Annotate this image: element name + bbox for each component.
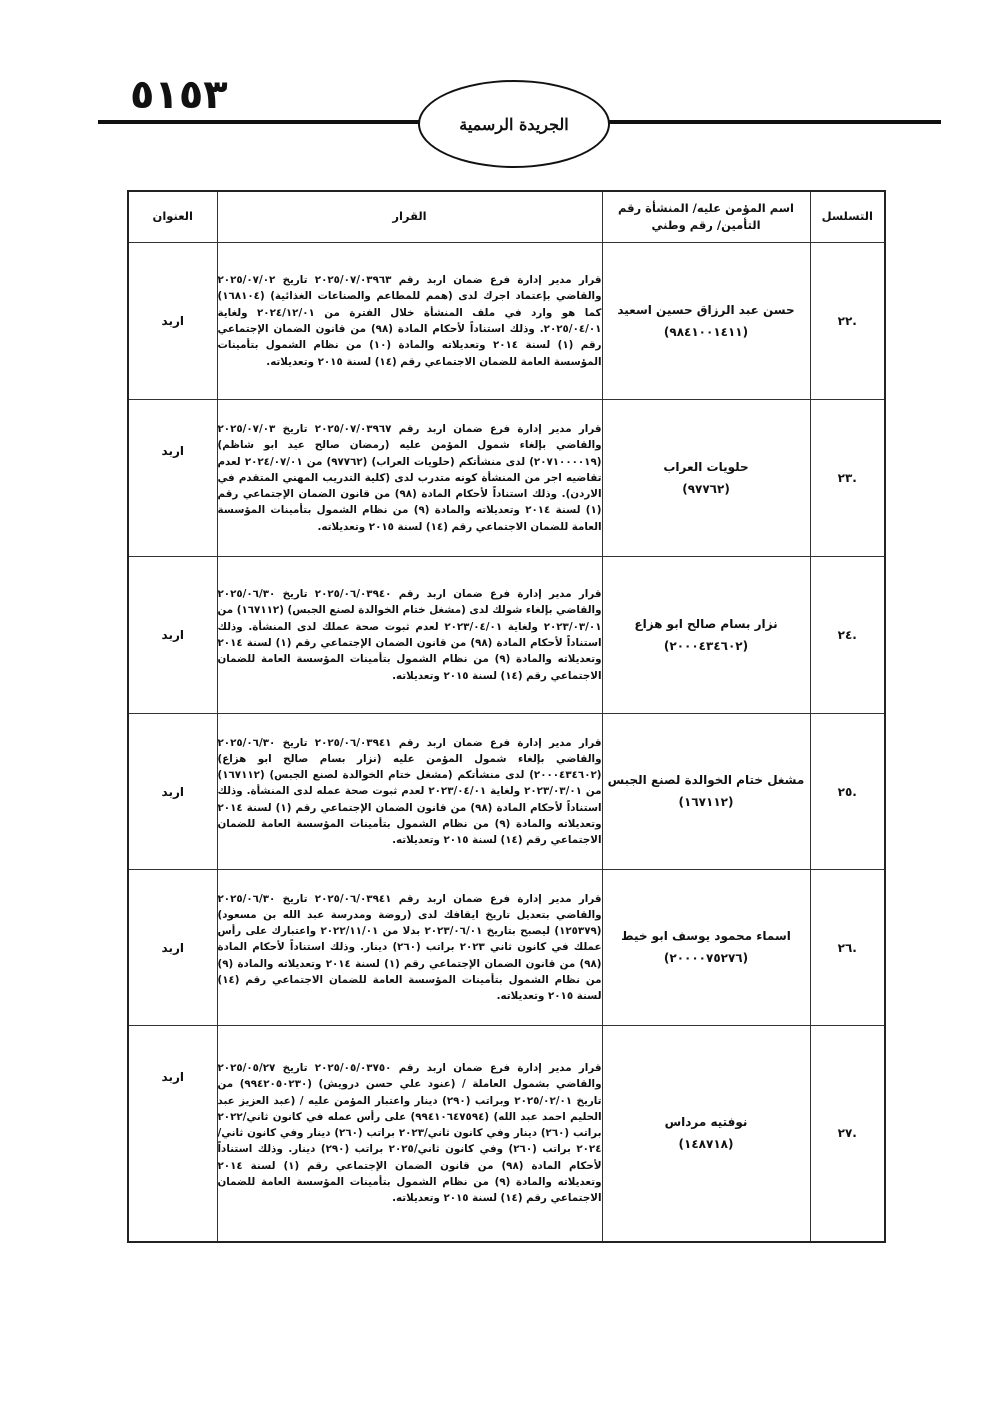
insurance-number: (١٤٨٧١٨) [678, 1136, 734, 1151]
address-cell: اربد [128, 243, 217, 400]
table-header-row [128, 191, 885, 243]
name-cell [602, 400, 810, 557]
table-row [128, 557, 885, 714]
name-cell [602, 243, 810, 400]
serial-cell: .٢٧ [810, 1026, 885, 1242]
name-cell [602, 870, 810, 1026]
address-cell: اربد [128, 557, 217, 714]
page-number: ٥١٥٣ [130, 72, 228, 118]
insurance-number: (٢٠٠٠٤٣٤٦٠٢) [663, 638, 749, 653]
gazette-title: الجريدة الرسمية [459, 114, 569, 134]
table-row [128, 1026, 885, 1242]
table-row [128, 400, 885, 557]
insurance-number: (٢٠٠٠٠٧٥٢٧٦) [663, 951, 749, 965]
gazette-title-oval [418, 80, 610, 168]
decision-cell: قرار مدير إدارة فرع ضمان اربد رقم ٢٠٢٥/٠٧/٠٣٩٦٧ تاريخ ٢٠٢٥/٠٧/٠٣ والقاضي بإلغاء شمول المؤمن عليه (رمضان صالح عيد ابو شاظم) (٢٠٧١٠٠٠٠١٩) لدى منشأتكم (حلويات العراب) (٩٧٧٦٢) من ٢٠٢٤/٠٧/٠١ لعدم تقاضيه اجر من المنشأة كونه متدرب لدى (كلية التدريب المهني المتقدم في الاردن). وذلك استناداً لأحكام المادة (٩٨) من قانون الضمان الإجتماعي رقم (١) لسنة ٢٠١٤ وتعديلاته والمادة (٩) من نظام الشمول بتأمينات المؤسسة العامة للضمان الاجتماعي رقم (١٤) لسنة ٢٠١٥ وتعديلاته. [217, 400, 602, 557]
insurance-number: (٩٨٤١٠٠١٤١١) [663, 324, 749, 339]
table-row [128, 714, 885, 870]
decision-cell: قرار مدير إدارة فرع ضمان اربد رقم ٢٠٢٥/٠٦/٠٣٩٤٠ تاريخ ٢٠٢٥/٠٦/٣٠ والقاضي بإلغاء شولك لدى (مشغل ختام الخوالدة لصنع الجبس) (١٦٧١١٢) من ٢٠٢٣/٠٣/٠١ ولغاية ٢٠٢٣/٠٤/٠١ لعدم ثبوت صحة عملك لدى المنشأة. وذلك استناداً لأحكام المادة (٩٨) من قانون الضمان الإجتماعي رقم (١) لسنة ٢٠١٤ وتعديلاته والمادة (٩) من نظام الشمول بتأمينات المؤسسة العامة للضمان الاجتماعي رقم (١٤) لسنة ٢٠١٥ وتعديلاته. [217, 557, 602, 714]
name-cell [602, 1026, 810, 1242]
decision-cell: قرار مدير إدارة فرع ضمان اربد رقم ٢٠٢٥/٠٦/٠٣٩٤١ تاريخ ٢٠٢٥/٠٦/٣٠ والقاضي بإلغاء شمول المؤمن عليه (نزار بسام صالح ابو هزاع) (٢٠٠٠٤٣٤٦٠٢) لدى منشأتكم (مشغل ختام الخوالدة لصنع الجبس) (١٦٧١١٢) من ٢٠٢٣/٠٣/٠١ ولغاية ٢٠٢٣/٠٤/٠١ لعدم ثبوت صحة عمله لدى المنشأة. وذلك استناداً لأحكام المادة (٩٨) من قانون الضمان الإجتماعي رقم (١) لسنة ٢٠١٤ وتعديلاته والمادة (٩) من نظام الشمول بتأمينات المؤسسة العامة للضمان الاجتماعي رقم (١٤) لسنة ٢٠١٥ وتعديلاته. [217, 714, 602, 870]
address-cell: اربد [128, 400, 217, 557]
serial-cell: .٢٤ [810, 557, 885, 714]
name-cell [602, 714, 810, 870]
serial-cell: .٢٦ [810, 870, 885, 1026]
insurance-number: (١٦٧١١٢) [678, 795, 734, 809]
column-header-name: اسم المؤمن عليه/ المنشأة رقم التأمين/ رقم وطني [602, 191, 810, 243]
insured-name: حسن عبد الرزاق حسين اسعيد [617, 302, 795, 317]
insured-name: نوفتيه مرداس [664, 1115, 748, 1130]
table-row [128, 870, 885, 1026]
insured-name: مشغل ختام الخوالدة لصنع الجبس [607, 773, 805, 788]
column-header-address: العنوان [128, 191, 217, 243]
column-header-decision: القرار [217, 191, 602, 243]
insured-name: حلويات العراب [663, 459, 749, 474]
insured-name: اسماء محمود يوسف ابو خيط [621, 929, 791, 944]
decision-cell: قرار مدير إدارة فرع ضمان اربد رقم ٢٠٢٥/٠٦/٠٣٩٤١ تاريخ ٢٠٢٥/٠٦/٣٠ والقاضي بتعديل تاريخ ايقافك لدى (روضة ومدرسة عبد الله بن مسعود) (١٢٥٣٧٩) ليصبح بتاريخ ٢٠٢٣/٠٦/٠١ بدلا من ٢٠٢٢/١١/٠١ واعتبارك على رأس عملك في كانون ثاني ٢٠٢٣ براتب (٢٦٠) دينار. وذلك استناداً لأحكام المادة (٩٨) من قانون الضمان الإجتماعي رقم (١) لسنة ٢٠١٤ وتعديلاته والمادة (٩) من نظام الشمول بتأمينات المؤسسة العامة للضمان الاجتماعي رقم (١٤) لسنة ٢٠١٥ وتعديلاته. [217, 870, 602, 1026]
serial-cell: .٢٢ [810, 243, 885, 400]
insured-name: نزار بسام صالح ابو هزاع [634, 616, 778, 631]
serial-cell: .٢٣ [810, 400, 885, 557]
insurance-number: (٩٧٧٦٢) [682, 481, 730, 496]
name-cell [602, 557, 810, 714]
address-cell: اربد [128, 870, 217, 1026]
address-cell: اربد [128, 1026, 217, 1242]
decisions-table [127, 190, 886, 1243]
decision-cell: قرار مدير إدارة فرع ضمان اربد رقم ٢٠٢٥/٠٧/٠٣٩٦٣ تاريخ ٢٠٢٥/٠٧/٠٢ والقاضي بإعتماد اجرك لدى (همم للمطاعم والصناعات الغذائية) (١٦٨١٠٤) كما هو وارد في ملف المنشأة خلال الفترة من ٢٠٢٤/١٢/٠١ ولغاية ٢٠٢٥/٠٤/٠١. وذلك استناداً لأحكام المادة (٩٨) من قانون الضمان الإجتماعي رقم (١) لسنة ٢٠١٤ وتعديلاته والمادة (١٠) من نظام الشمول بتأمينات المؤسسة العامة للضمان الاجتماعي رقم (١٤) لسنة ٢٠١٥ وتعديلاته. [217, 243, 602, 400]
address-cell: اربد [128, 714, 217, 870]
serial-cell: .٢٥ [810, 714, 885, 870]
column-header-serial: التسلسل [810, 191, 885, 243]
table-row [128, 243, 885, 400]
decision-cell: قرار مدير إدارة فرع ضمان اربد رقم ٢٠٢٥/٠٥/٠٣٧٥٠ تاريخ ٢٠٢٥/٠٥/٢٧ والقاضي بشمول العاملة / (عنود علي حسن درويش) (٩٩٤٢٠٥٠٢٣٠) من تاريخ ٢٠٢٥/٠٢/٠١ وبراتب (٢٩٠) دينار واعتبار المؤمن عليه / (عبد العزيز عبد الحليم احمد عبد الله) (٩٩٤١٠٦٤٧٥٩٤) على رأس عمله في كانون ثاني/٢٠٢٢ براتب (٢٦٠) دينار وفي كانون ثاني/٢٠٢٣ براتب (٢٦٠) دينار وفي كانون ثاني/٢٠٢٤ براتب (٢٦٠) وفي كانون ثاني/٢٠٢٥ براتب (٢٩٠) دينار. وذلك استناداً لأحكام المادة (٩٨) من قانون الضمان الإجتماعي رقم (١) لسنة ٢٠١٤ وتعديلاته والمادة (٩) من نظام الشمول بتأمينات المؤسسة العامة للضمان الاجتماعي رقم (١٤) لسنة ٢٠١٥ وتعديلاته. [217, 1026, 602, 1242]
